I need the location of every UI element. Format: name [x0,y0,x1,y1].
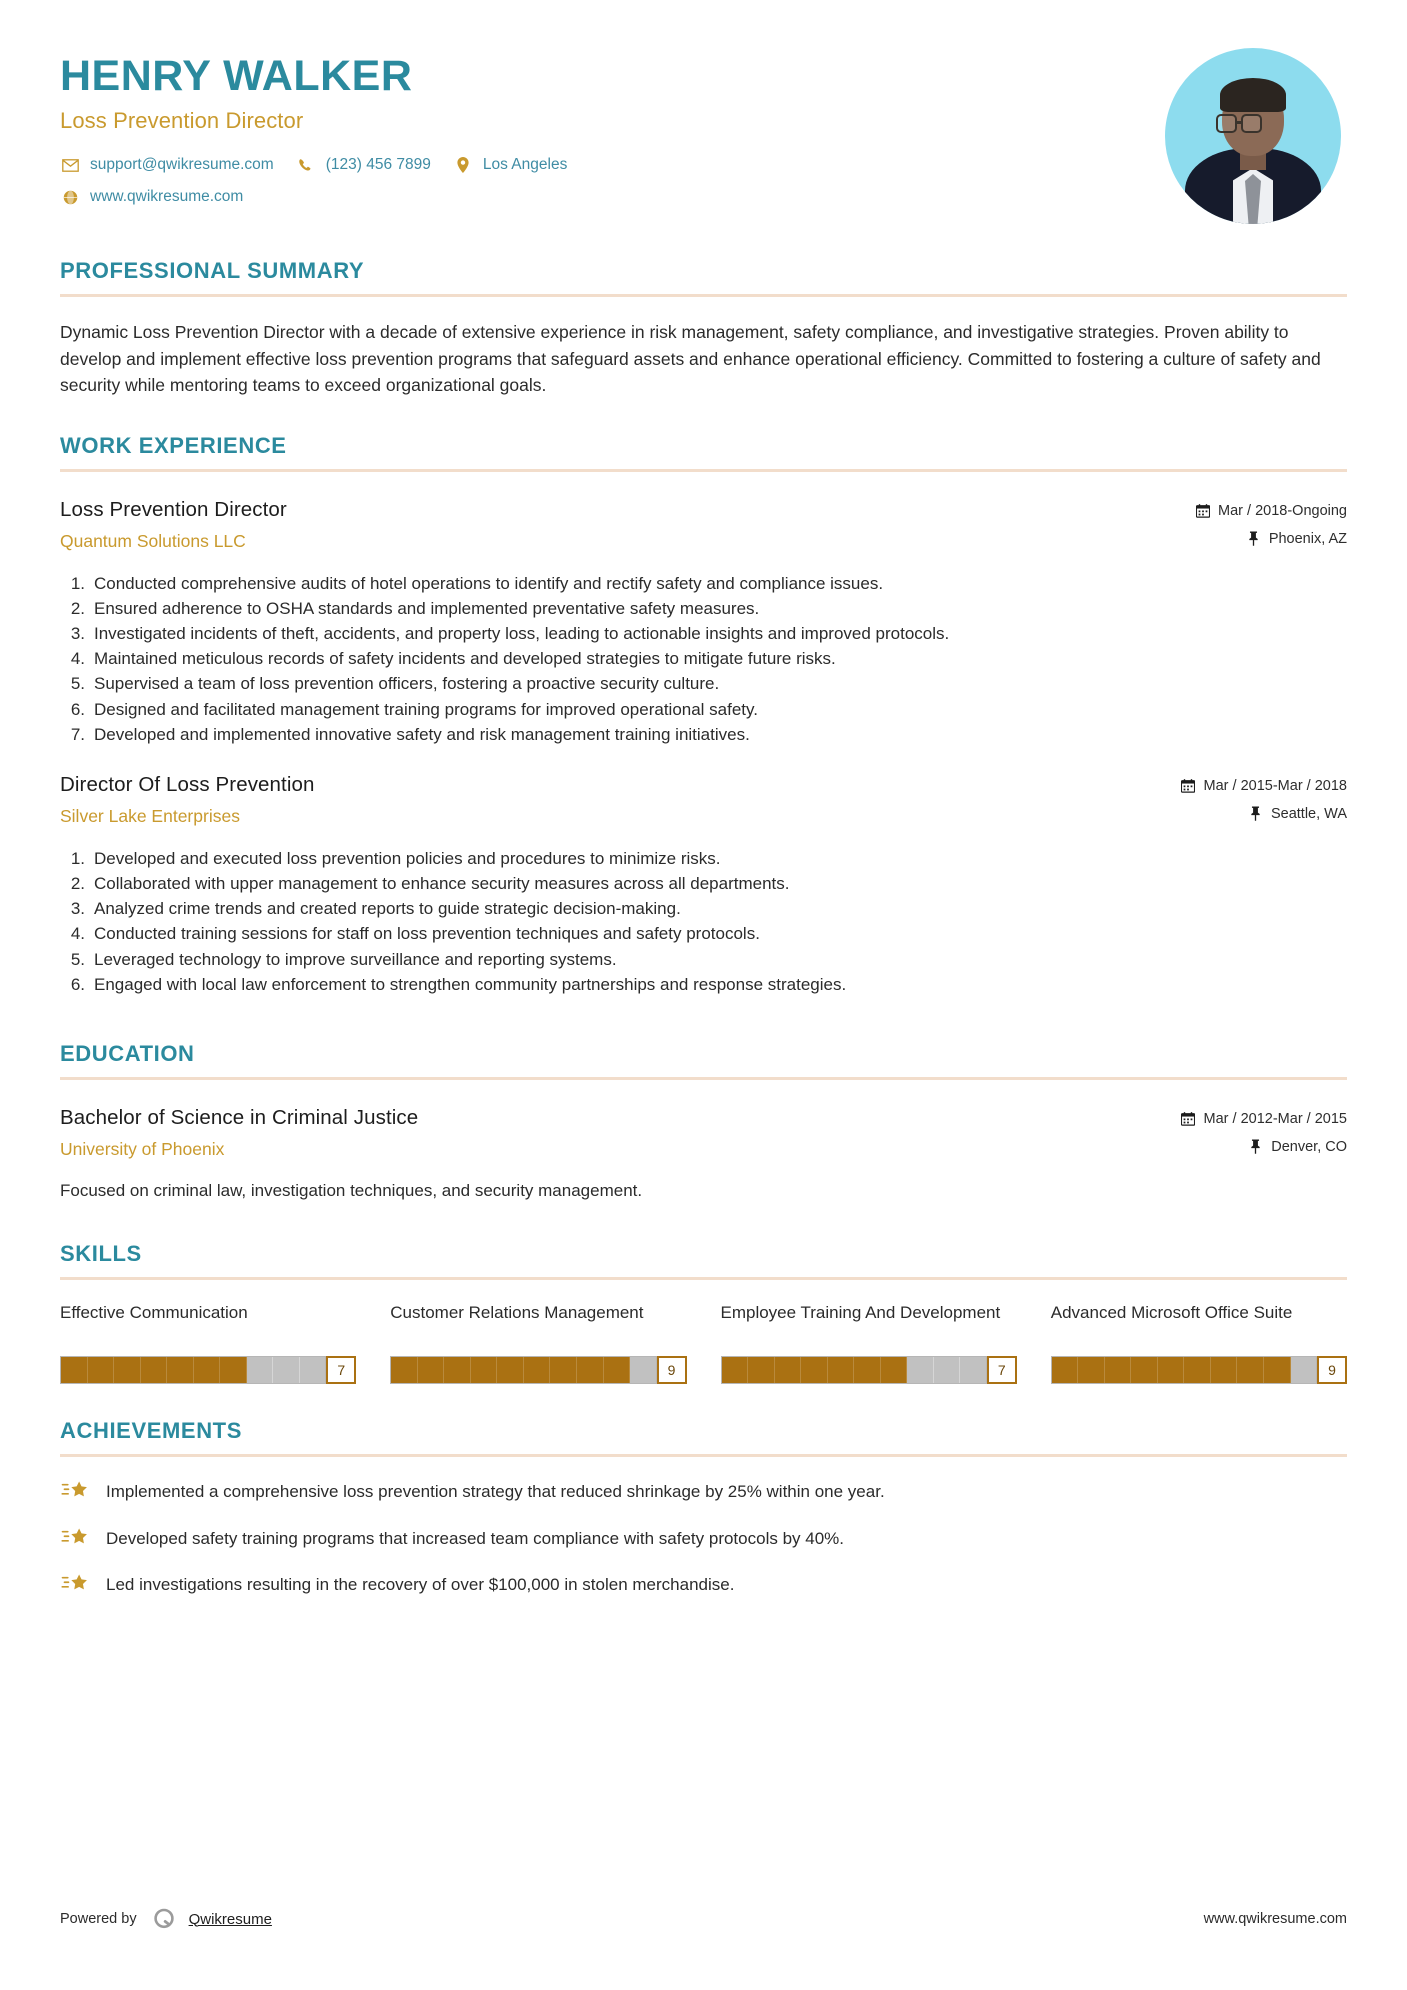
location-pin-icon [453,156,473,174]
bullet-number: 7. [70,724,85,744]
resume-entry [60,1106,1347,1201]
resume-footer [60,1906,1347,1932]
skill-score: 7 [326,1356,356,1384]
entry-bullet [60,972,1347,997]
bullet-text: Developed and implemented innovative safety and risk management training initiatives. [94,724,750,744]
achievement-item [60,1479,1347,1504]
entry-bullet [60,871,1347,896]
entry-left [60,1106,1181,1160]
entry-meta [1181,1106,1347,1167]
skill-segment [61,1357,88,1383]
map-pin-icon [1248,806,1263,821]
entry-location [1181,806,1347,822]
entry-location-text: Denver, CO [1271,1138,1347,1155]
contact-phone[interactable] [296,156,431,174]
resume-header [60,0,1347,224]
skill-segment [273,1357,300,1383]
skill-rating-bar [1051,1356,1347,1384]
skill-segment [471,1357,498,1383]
skill-segment [220,1357,247,1383]
skill-score: 9 [657,1356,687,1384]
entry-bullet [60,646,1347,671]
entry-bullet [60,896,1347,921]
skill-segment [1237,1357,1264,1383]
bullet-text: Collaborated with upper management to enhance security measures across all departments. [94,874,790,894]
skill-segment [418,1357,445,1383]
bullet-text: Conducted comprehensive audits of hotel operations to identify and rectify safety and compliance issues. [94,573,884,593]
skill-rating-bar [721,1356,1017,1384]
skill-segment [167,1357,194,1383]
shooting-star-icon [60,1526,90,1550]
skill-score: 7 [987,1356,1017,1384]
entry-header [60,773,1347,834]
map-pin-icon [1246,531,1261,546]
skill-segment [194,1357,221,1383]
skill-segment [801,1357,828,1383]
bullet-number: 4. [70,924,85,944]
skill-rating-bar [390,1356,686,1384]
skill-segment [497,1357,524,1383]
skill-name: Advanced Microsoft Office Suite [1050,1302,1293,1322]
powered-by-label: Powered by [60,1911,137,1927]
skill-item [60,1302,356,1384]
entry-dates [1181,778,1347,794]
skill-item [390,1302,686,1384]
summary-text: Dynamic Loss Prevention Director with a decade of extensive experience in risk management, safety compliance, and investigative strategies. Proven ability to develop and implement effective loss prevention programs that safeguard assets and enhance operational efficiency. Committed to fostering a culture of safety and security while mentoring teams to exceed organizational goals. [60,322,1321,396]
skill-segment [1211,1357,1238,1383]
candidate-job-title: Loss Prevention Director [60,108,304,134]
entry-bullet [60,621,1347,646]
skill-segment [550,1357,577,1383]
bullet-number: 5. [70,674,85,694]
entry-bullet [60,571,1347,596]
skill-segment [630,1357,656,1383]
entry-dates-text: Mar / 2012-Mar / 2015 [1203,1110,1347,1127]
section-title-education: EDUCATION [60,1040,195,1066]
calendar-icon [1181,1111,1196,1126]
skill-segment [1131,1357,1158,1383]
skill-segment [1105,1357,1132,1383]
entry-dates-text: Mar / 2018-Ongoing [1218,502,1347,519]
resume-entry [60,498,1347,747]
section-skills [60,1241,1347,1384]
section-title-summary: PROFESSIONAL SUMMARY [60,258,365,283]
skill-segment [960,1357,986,1383]
bullet-text: Supervised a team of loss prevention officers, fostering a proactive security culture. [94,674,720,694]
skill-rating-bar [60,1356,356,1384]
entry-location [1195,531,1347,547]
bullet-number: 4. [70,649,85,669]
entry-bullet-list [60,846,1347,997]
skill-segment [524,1357,551,1383]
map-pin-icon [1248,1139,1263,1154]
section-title-skills: SKILLS [60,1240,142,1266]
skill-segment [88,1357,115,1383]
skill-segment [854,1357,881,1383]
contact-email-text: support@qwikresume.com [90,156,274,174]
bullet-number: 6. [70,699,85,719]
phone-icon [296,156,316,174]
entry-organization: University of Phoenix [60,1138,225,1159]
calendar-icon [1181,778,1196,793]
contact-phone-text: (123) 456 7899 [325,156,431,174]
skill-segment [1184,1357,1211,1383]
contact-website-text: www.qwikresume.com [90,188,244,206]
skill-segment [1078,1357,1105,1383]
section-title-experience: WORK EXPERIENCE [60,432,287,458]
section-work-experience [60,433,1347,997]
skill-segment [748,1357,775,1383]
section-education [60,1041,1347,1201]
skill-segment [934,1357,961,1383]
skills-grid [60,1302,1347,1384]
section-title-achievements: ACHIEVEMENTS [60,1417,242,1443]
entry-header [60,1106,1347,1167]
powered-by [60,1906,272,1932]
entry-organization: Quantum Solutions LLC [60,530,246,551]
avatar-glasses-right [1241,114,1262,133]
bullet-text: Leveraged technology to improve surveillance and reporting systems. [94,949,617,969]
entry-bullet [60,697,1347,722]
qwikresume-brand-link[interactable]: Qwikresume [188,1910,272,1928]
entry-bullet-list [60,571,1347,747]
avatar [1165,48,1341,224]
contact-row-primary [60,156,1165,174]
skill-segment [1158,1357,1185,1383]
skill-segment [1291,1357,1317,1383]
skill-segment [444,1357,471,1383]
section-divider [60,1277,1347,1280]
entry-title: Director Of Loss Prevention [60,772,315,796]
skill-name: Employee Training And Development [720,1302,1001,1322]
skill-segment [1264,1357,1291,1383]
skill-name: Customer Relations Management [390,1302,644,1322]
section-divider [60,1454,1347,1457]
resume-entry [60,773,1347,997]
contact-location [453,156,567,174]
bullet-number: 6. [70,974,85,994]
avatar-glasses-bridge [1237,121,1243,124]
envelope-icon [60,156,80,174]
entry-left [60,498,1195,552]
skill-segment [881,1357,908,1383]
entry-header [60,498,1347,559]
shooting-star-icon [60,1479,90,1503]
experience-entry-list [60,498,1347,997]
entry-dates-text: Mar / 2015-Mar / 2018 [1203,777,1347,794]
skill-segment [300,1357,326,1383]
achievement-item [60,1526,1347,1551]
bullet-number: 1. [70,573,85,593]
skill-segment [828,1357,855,1383]
skill-segment [1052,1357,1079,1383]
contact-website[interactable] [60,188,243,206]
skill-track [390,1356,656,1384]
entry-dates [1195,503,1347,519]
entry-meta [1195,498,1347,559]
section-divider [60,1077,1347,1080]
globe-icon [60,188,80,206]
shooting-star-icon [60,1572,90,1596]
entry-dates [1181,1111,1347,1127]
bullet-number: 2. [70,874,85,894]
entry-title: Bachelor of Science in Criminal Justice [60,1105,419,1129]
header-text-block [60,48,1165,220]
bullet-text: Investigated incidents of theft, accidents, and property loss, leading to actionable insights and improved protocols. [94,624,950,644]
contact-row-website [60,188,1165,206]
contact-info [60,156,1165,206]
achievement-item [60,1572,1347,1597]
achievement-text: Developed safety training programs that increased team compliance with safety protocols by 40%. [106,1528,844,1548]
calendar-icon [1195,503,1210,518]
bullet-text: Developed and executed loss prevention policies and procedures to minimize risks. [94,848,721,868]
bullet-text: Conducted training sessions for staff on loss prevention techniques and safety protocols. [94,924,760,944]
skill-segment [391,1357,418,1383]
achievement-text: Implemented a comprehensive loss prevention strategy that reduced shrinkage by 25% within one year. [106,1481,885,1501]
avatar-glasses-left [1216,114,1237,133]
bullet-text: Analyzed crime trends and created reports to guide strategic decision-making. [94,899,681,919]
bullet-number: 3. [70,899,85,919]
skill-segment [907,1357,934,1383]
education-entry-list [60,1106,1347,1201]
section-professional-summary [60,258,1347,399]
entry-bullet [60,722,1347,747]
entry-location [1181,1139,1347,1155]
skill-segment [141,1357,168,1383]
entry-left [60,773,1181,827]
skill-segment [577,1357,604,1383]
skill-track [60,1356,326,1384]
entry-bullet [60,671,1347,696]
footer-url[interactable]: www.qwikresume.com [1203,1911,1347,1927]
skill-track [721,1356,987,1384]
entry-location-text: Seattle, WA [1270,805,1347,822]
skill-segment [604,1357,631,1383]
bullet-number: 3. [70,624,85,644]
achievements-list [60,1479,1347,1597]
entry-organization: Silver Lake Enterprises [60,805,240,826]
bullet-text: Maintained meticulous records of safety incidents and developed strategies to mitigate future risks. [94,649,836,669]
contact-email[interactable] [60,156,274,174]
skill-item [721,1302,1017,1384]
qwikresume-logo-icon [151,1906,177,1932]
section-divider [60,469,1347,472]
skill-segment [775,1357,802,1383]
skill-name: Effective Communication [60,1302,248,1322]
entry-meta [1181,773,1347,834]
skill-score: 9 [1317,1356,1347,1384]
section-achievements [60,1418,1347,1597]
achievement-text: Led investigations resulting in the recovery of over $100,000 in stolen merchandise. [106,1575,735,1595]
entry-title: Loss Prevention Director [60,497,287,521]
bullet-text: Designed and facilitated management training programs for improved operational safety. [94,699,758,719]
bullet-text: Engaged with local law enforcement to strengthen community partnerships and response strategies. [94,974,847,994]
entry-bullet [60,596,1347,621]
bullet-number: 5. [70,949,85,969]
bullet-number: 1. [70,848,85,868]
skill-segment [247,1357,274,1383]
skill-track [1051,1356,1317,1384]
skill-segment [722,1357,749,1383]
entry-bullet [60,947,1347,972]
skill-segment [114,1357,141,1383]
contact-location-text: Los Angeles [482,156,568,174]
bullet-number: 2. [70,598,85,618]
avatar-hair [1220,78,1286,112]
candidate-name: HENRY WALKER [60,52,413,100]
entry-location-text: Phoenix, AZ [1268,530,1347,547]
entry-bullet [60,846,1347,871]
bullet-text: Ensured adherence to OSHA standards and implemented preventative safety measures. [94,598,760,618]
entry-bullet [60,921,1347,946]
section-divider [60,294,1347,297]
skill-item [1051,1302,1347,1384]
entry-description: Focused on criminal law, investigation techniques, and security management. [60,1180,643,1200]
